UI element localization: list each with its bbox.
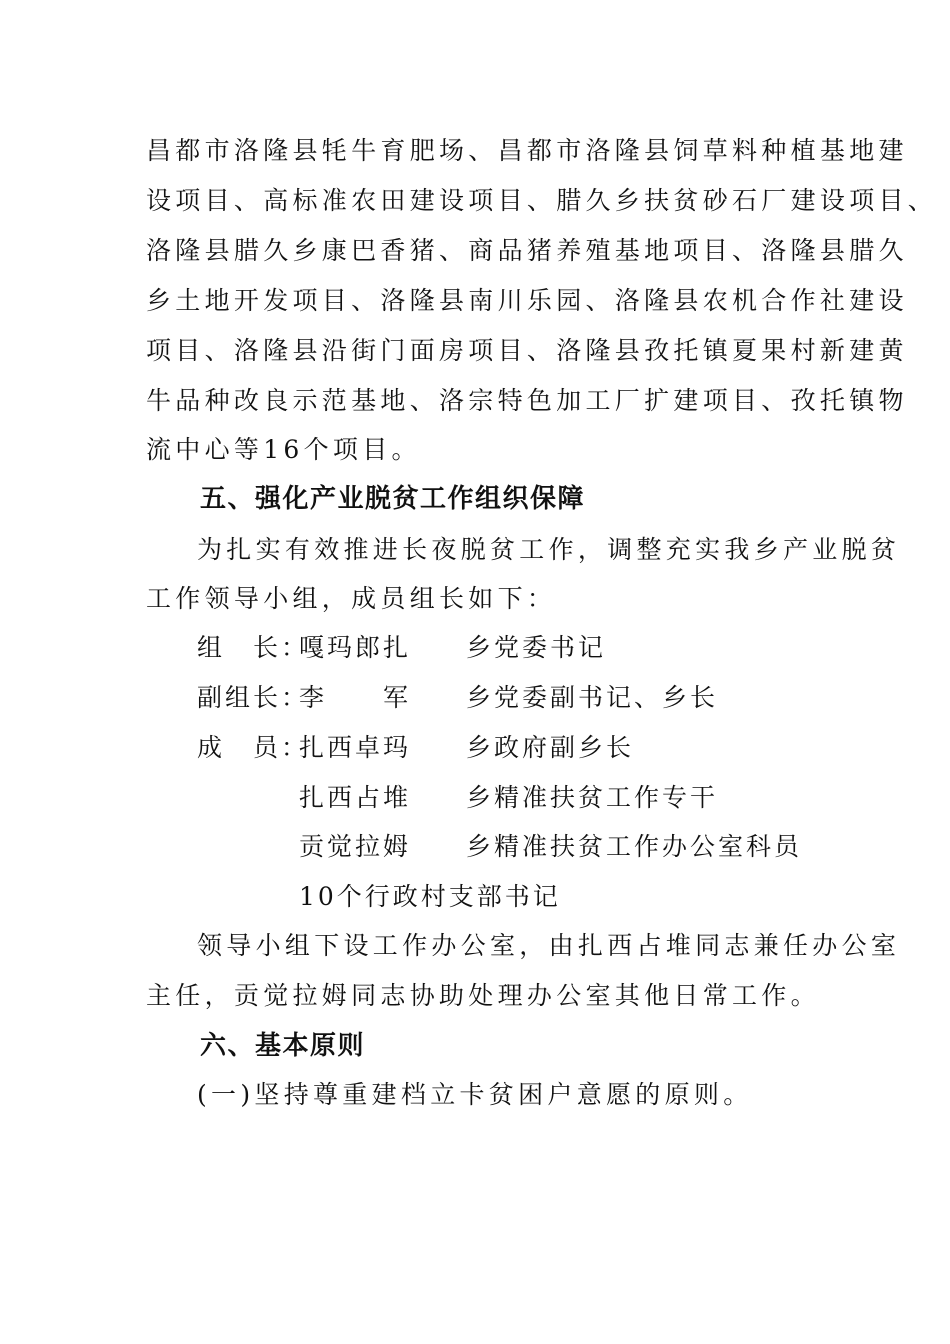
paragraph-line: 为扎实有效推进长夜脱贫工作，调整充实我乡产业脱贫 <box>197 535 901 564</box>
paragraph-line: 洛隆县腊久乡康巴香猪、商品猪养殖基地项目、洛隆县腊久 <box>146 236 908 265</box>
member-name: 扎西占堆 <box>299 783 412 812</box>
paragraph-line: 设项目、高标准农田建设项目、腊久乡扶贫砂石厂建设项目、 <box>146 186 938 215</box>
member-name: 李 军 <box>299 683 412 712</box>
member-name: 嘎玛郎扎 <box>299 633 412 662</box>
member-role: 成 员： <box>197 733 310 762</box>
principle-item: (一)坚持尊重建档立卡贫困户意愿的原则。 <box>197 1080 753 1109</box>
member-title: 乡精准扶贫工作办公室科员 <box>466 832 803 861</box>
paragraph-line: 主任，贡觉拉姆同志协助处理办公室其他日常工作。 <box>146 981 820 1010</box>
member-name: 贡觉拉姆 <box>299 832 412 861</box>
paragraph-line: 牛品种改良示范基地、洛宗特色加工厂扩建项目、孜托镇物 <box>146 386 908 415</box>
section-heading-6: 六、基本原则 <box>200 1031 366 1061</box>
paragraph-line: 昌都市洛隆县牦牛育肥场、昌都市洛隆县饲草料种植基地建 <box>146 136 908 165</box>
member-title: 乡党委书记 <box>466 633 607 662</box>
paragraph-line: 项目、洛隆县沿街门面房项目、洛隆县孜托镇夏果村新建黄 <box>146 336 908 365</box>
member-title: 乡政府副乡长 <box>466 733 635 762</box>
paragraph-line: 流中心等16个项目。 <box>146 435 421 464</box>
member-title: 乡党委副书记、乡长 <box>466 683 719 712</box>
member-name: 扎西卓玛 <box>299 733 412 762</box>
member-title: 乡精准扶贫工作专干 <box>466 783 719 812</box>
section-heading-5: 五、强化产业脱贫工作组织保障 <box>200 484 586 514</box>
paragraph-line: 领导小组下设工作办公室，由扎西占堆同志兼任办公室 <box>197 931 901 960</box>
paragraph-line: 工作领导小组，成员组长如下： <box>146 584 557 613</box>
member-role: 副组长： <box>197 683 310 712</box>
paragraph-line: 乡土地开发项目、洛隆县南川乐园、洛隆县农机合作社建设 <box>146 286 908 315</box>
member-role: 组 长： <box>197 633 310 662</box>
member-name: 10个行政村支部书记 <box>299 882 561 911</box>
